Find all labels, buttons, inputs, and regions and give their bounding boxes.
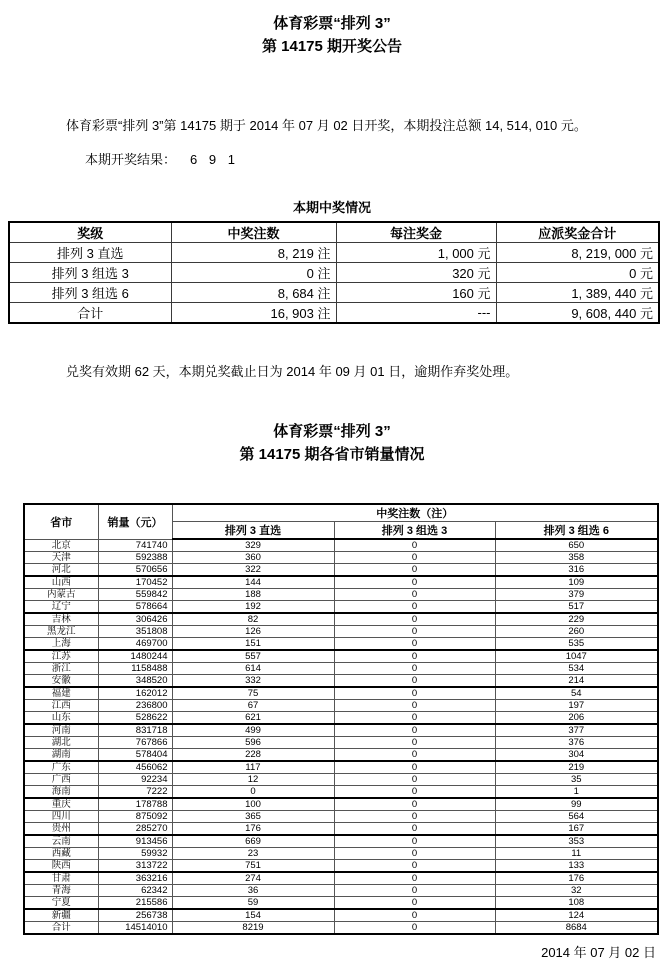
table-cell: 82 — [172, 613, 334, 626]
sales-header-win-group: 中奖注数（注） — [172, 504, 658, 522]
table-cell: 合计 — [9, 303, 171, 324]
table-cell: 0 — [334, 835, 495, 848]
table-cell: 144 — [172, 576, 334, 589]
table-cell: 0 — [334, 860, 495, 873]
table-cell: 913456 — [98, 835, 172, 848]
table-cell: 377 — [495, 724, 658, 737]
prize-header-total: 应派奖金合计 — [496, 222, 659, 243]
table-cell: 592388 — [98, 552, 172, 564]
prize-header-level: 奖级 — [9, 222, 171, 243]
table-row — [24, 922, 658, 935]
table-row — [9, 243, 659, 263]
table-cell: 875092 — [98, 811, 172, 823]
table-cell: 160 元 — [336, 283, 496, 303]
table-row — [9, 263, 659, 283]
table-row — [24, 576, 658, 589]
table-cell: 274 — [172, 872, 334, 885]
table-cell: 256738 — [98, 909, 172, 922]
table-cell: 黑龙江 — [24, 626, 98, 638]
table-cell: 517 — [495, 601, 658, 614]
table-cell: 236800 — [98, 700, 172, 712]
sales-table-header-row1 — [24, 504, 658, 522]
table-row — [24, 786, 658, 799]
table-cell: 0 — [334, 885, 495, 897]
table-cell: 99 — [495, 798, 658, 811]
table-cell: 广西 — [24, 774, 98, 786]
table-cell: 江苏 — [24, 650, 98, 663]
table-cell: 0 — [334, 774, 495, 786]
table-cell: 214 — [495, 675, 658, 688]
table-cell: 534 — [495, 663, 658, 675]
table-cell: 229 — [495, 613, 658, 626]
table-cell: 8, 219, 000 元 — [496, 243, 659, 263]
sales-table — [23, 503, 659, 935]
table-cell: 320 元 — [336, 263, 496, 283]
table-cell: 1, 389, 440 元 — [496, 283, 659, 303]
table-cell: 11 — [495, 848, 658, 860]
table-cell: 山东 — [24, 712, 98, 725]
table-row — [24, 872, 658, 885]
table-cell: 0 — [334, 638, 495, 651]
table-cell: 559842 — [98, 589, 172, 601]
table-cell: 1158488 — [98, 663, 172, 675]
table-cell: 1, 000 元 — [336, 243, 496, 263]
table-cell: 614 — [172, 663, 334, 675]
table-cell: 0 — [334, 724, 495, 737]
table-cell: 海南 — [24, 786, 98, 799]
sales-header-zuxuan6: 排列 3 组选 6 — [495, 522, 658, 540]
table-cell: 辽宁 — [24, 601, 98, 614]
table-cell: 0 — [334, 761, 495, 774]
table-cell: 32 — [495, 885, 658, 897]
table-cell: 260 — [495, 626, 658, 638]
sales-title-line2: 第 14175 期各省市销量情况 — [239, 446, 425, 463]
prize-table-header-row — [9, 222, 659, 243]
table-cell: 54 — [495, 687, 658, 700]
table-cell: 596 — [172, 737, 334, 749]
table-cell: 92234 — [98, 774, 172, 786]
table-cell: 0 — [334, 589, 495, 601]
table-cell: 348520 — [98, 675, 172, 688]
table-row — [24, 687, 658, 700]
table-row — [24, 811, 658, 823]
table-cell: 59 — [172, 897, 334, 910]
table-cell: 831718 — [98, 724, 172, 737]
table-cell: 贵州 — [24, 823, 98, 836]
table-cell: 0 — [334, 700, 495, 712]
table-cell: 117 — [172, 761, 334, 774]
table-row — [24, 638, 658, 651]
table-cell: 167 — [495, 823, 658, 836]
table-cell: 0 — [334, 909, 495, 922]
table-cell: 570656 — [98, 564, 172, 577]
sales-header-zuxuan3: 排列 3 组选 3 — [334, 522, 495, 540]
table-cell: 751 — [172, 860, 334, 873]
table-cell: 0 — [334, 650, 495, 663]
table-cell: 吉林 — [24, 613, 98, 626]
table-cell: 河南 — [24, 724, 98, 737]
table-cell: 322 — [172, 564, 334, 577]
sales-header-zhixuan: 排列 3 直选 — [172, 522, 334, 540]
table-cell: 福建 — [24, 687, 98, 700]
table-row — [24, 712, 658, 725]
prize-table-body — [9, 243, 659, 324]
table-cell: 206 — [495, 712, 658, 725]
table-cell: 176 — [172, 823, 334, 836]
table-cell: 0 — [334, 576, 495, 589]
sales-header-province: 省市 — [24, 504, 98, 539]
table-cell: 528622 — [98, 712, 172, 725]
sales-header-sales: 销量（元） — [98, 504, 172, 539]
table-row — [9, 283, 659, 303]
prize-header-per-bet: 每注奖金 — [336, 222, 496, 243]
table-cell: 109 — [495, 576, 658, 589]
table-cell: 170452 — [98, 576, 172, 589]
table-cell: 36 — [172, 885, 334, 897]
table-cell: 0 — [334, 922, 495, 935]
table-cell: 8, 219 注 — [171, 243, 336, 263]
table-cell: 9, 608, 440 元 — [496, 303, 659, 324]
table-cell: 535 — [495, 638, 658, 651]
draw-result-label: 本期开奖结果： — [85, 152, 177, 167]
table-cell: 499 — [172, 724, 334, 737]
table-cell: 215586 — [98, 897, 172, 910]
table-cell: 排列 3 组选 6 — [9, 283, 171, 303]
announcement-title-line2: 第 14175 期开奖公告 — [261, 38, 403, 55]
table-cell: 363216 — [98, 872, 172, 885]
table-cell: 陕西 — [24, 860, 98, 873]
table-cell: 8219 — [172, 922, 334, 935]
table-cell: 安徽 — [24, 675, 98, 688]
table-row — [24, 897, 658, 910]
table-cell: 湖北 — [24, 737, 98, 749]
table-row — [24, 835, 658, 848]
table-cell: 0 — [334, 872, 495, 885]
table-row — [24, 823, 658, 836]
table-row — [24, 724, 658, 737]
table-cell: 228 — [172, 749, 334, 762]
table-row — [24, 564, 658, 577]
table-cell: 0 — [334, 687, 495, 700]
table-cell: 四川 — [24, 811, 98, 823]
table-row — [24, 737, 658, 749]
table-cell: 14514010 — [98, 922, 172, 935]
table-cell: 304 — [495, 749, 658, 762]
table-cell: 456062 — [98, 761, 172, 774]
table-cell: 126 — [172, 626, 334, 638]
table-cell: 188 — [172, 589, 334, 601]
table-cell: 133 — [495, 860, 658, 873]
footer-date: 2014 年 07 月 02 日 — [541, 945, 656, 960]
table-row — [24, 589, 658, 601]
table-cell: 0 — [334, 749, 495, 762]
table-cell: 0 — [334, 848, 495, 860]
table-cell: 353 — [495, 835, 658, 848]
table-cell: 宁夏 — [24, 897, 98, 910]
table-cell: 云南 — [24, 835, 98, 848]
table-row — [24, 650, 658, 663]
table-cell: 西藏 — [24, 848, 98, 860]
table-cell: 上海 — [24, 638, 98, 651]
table-cell: 浙江 — [24, 663, 98, 675]
prize-table — [8, 221, 660, 324]
sales-title — [0, 420, 664, 466]
table-cell: 0 — [334, 663, 495, 675]
table-cell: 内蒙古 — [24, 589, 98, 601]
table-cell: 192 — [172, 601, 334, 614]
table-cell: 0 — [334, 811, 495, 823]
table-cell: 0 — [334, 798, 495, 811]
table-cell: 360 — [172, 552, 334, 564]
table-cell: 100 — [172, 798, 334, 811]
table-cell: 0 — [334, 675, 495, 688]
table-cell: 578404 — [98, 749, 172, 762]
table-row — [24, 749, 658, 762]
table-cell: 313722 — [98, 860, 172, 873]
table-cell: 12 — [172, 774, 334, 786]
intro-paragraph: 体育彩票“排列 3”第 14175 期于 2014 年 07 月 02 日开奖，本期投注总额 14, 514, 010 元。 — [66, 118, 587, 133]
table-cell: 0 — [334, 712, 495, 725]
table-row — [24, 860, 658, 873]
table-cell: 江西 — [24, 700, 98, 712]
table-cell: 650 — [495, 539, 658, 552]
table-cell: 379 — [495, 589, 658, 601]
table-cell: 0 注 — [171, 263, 336, 283]
announcement-title — [0, 0, 664, 58]
table-cell: 316 — [495, 564, 658, 577]
table-cell: 306426 — [98, 613, 172, 626]
table-cell: 178788 — [98, 798, 172, 811]
table-cell: 35 — [495, 774, 658, 786]
table-cell: 青海 — [24, 885, 98, 897]
table-row — [24, 675, 658, 688]
prize-header-count: 中奖注数 — [171, 222, 336, 243]
table-cell: 108 — [495, 897, 658, 910]
table-cell: 0 — [334, 823, 495, 836]
table-cell: 0 — [334, 613, 495, 626]
table-cell: 合计 — [24, 922, 98, 935]
table-cell: 排列 3 直选 — [9, 243, 171, 263]
table-cell: 176 — [495, 872, 658, 885]
table-cell: 广东 — [24, 761, 98, 774]
table-cell: 1480244 — [98, 650, 172, 663]
table-cell: 山西 — [24, 576, 98, 589]
table-cell: 329 — [172, 539, 334, 552]
table-cell: 8684 — [495, 922, 658, 935]
table-row — [24, 613, 658, 626]
sales-table-body — [24, 539, 658, 934]
table-cell: 0 — [334, 737, 495, 749]
table-cell: 8, 684 注 — [171, 283, 336, 303]
table-cell: --- — [336, 303, 496, 324]
table-cell: 7222 — [98, 786, 172, 799]
table-row — [24, 552, 658, 564]
table-row — [24, 848, 658, 860]
table-cell: 0 — [334, 786, 495, 799]
sales-title-line1: 体育彩票“排列 3” — [273, 423, 391, 440]
draw-result-line — [0, 152, 664, 168]
table-cell: 564 — [495, 811, 658, 823]
table-cell: 0 — [334, 539, 495, 552]
table-cell: 669 — [172, 835, 334, 848]
table-cell: 358 — [495, 552, 658, 564]
table-cell: 154 — [172, 909, 334, 922]
table-cell: 124 — [495, 909, 658, 922]
table-cell: 北京 — [24, 539, 98, 552]
table-cell: 351808 — [98, 626, 172, 638]
table-cell: 578664 — [98, 601, 172, 614]
table-cell: 621 — [172, 712, 334, 725]
table-cell: 0 — [334, 626, 495, 638]
table-cell: 285270 — [98, 823, 172, 836]
table-cell: 557 — [172, 650, 334, 663]
table-cell: 甘肃 — [24, 872, 98, 885]
table-cell: 新疆 — [24, 909, 98, 922]
table-cell: 0 — [334, 564, 495, 577]
table-cell: 151 — [172, 638, 334, 651]
table-row — [24, 774, 658, 786]
table-cell: 197 — [495, 700, 658, 712]
table-row — [9, 303, 659, 324]
table-cell: 河北 — [24, 564, 98, 577]
table-cell: 重庆 — [24, 798, 98, 811]
table-cell: 16, 903 注 — [171, 303, 336, 324]
table-row — [24, 700, 658, 712]
table-cell: 23 — [172, 848, 334, 860]
table-cell: 59932 — [98, 848, 172, 860]
table-cell: 219 — [495, 761, 658, 774]
table-cell: 767866 — [98, 737, 172, 749]
table-cell: 376 — [495, 737, 658, 749]
table-cell: 0 元 — [496, 263, 659, 283]
table-cell: 365 — [172, 811, 334, 823]
table-row — [24, 761, 658, 774]
table-cell: 469700 — [98, 638, 172, 651]
table-row — [24, 626, 658, 638]
table-cell: 天津 — [24, 552, 98, 564]
table-cell: 排列 3 组选 3 — [9, 263, 171, 283]
table-cell: 0 — [172, 786, 334, 799]
table-row — [24, 798, 658, 811]
table-cell: 67 — [172, 700, 334, 712]
table-row — [24, 909, 658, 922]
table-cell: 1047 — [495, 650, 658, 663]
table-cell: 湖南 — [24, 749, 98, 762]
table-cell: 0 — [334, 552, 495, 564]
table-cell: 62342 — [98, 885, 172, 897]
table-cell: 741740 — [98, 539, 172, 552]
table-row — [24, 885, 658, 897]
table-row — [24, 539, 658, 552]
table-row — [24, 663, 658, 675]
table-cell: 332 — [172, 675, 334, 688]
redeem-note: 兑奖有效期 62 天，本期兑奖截止日为 2014 年 09 月 01 日，逾期作弃奖处理。 — [66, 364, 519, 379]
table-cell: 162012 — [98, 687, 172, 700]
table-cell: 1 — [495, 786, 658, 799]
announcement-title-line1: 体育彩票“排列 3” — [273, 15, 391, 32]
table-cell: 75 — [172, 687, 334, 700]
table-cell: 0 — [334, 601, 495, 614]
draw-result-numbers: 6 9 1 — [190, 152, 239, 167]
prize-table-title: 本期中奖情况 — [292, 200, 371, 215]
table-row — [24, 601, 658, 614]
table-cell: 0 — [334, 897, 495, 910]
